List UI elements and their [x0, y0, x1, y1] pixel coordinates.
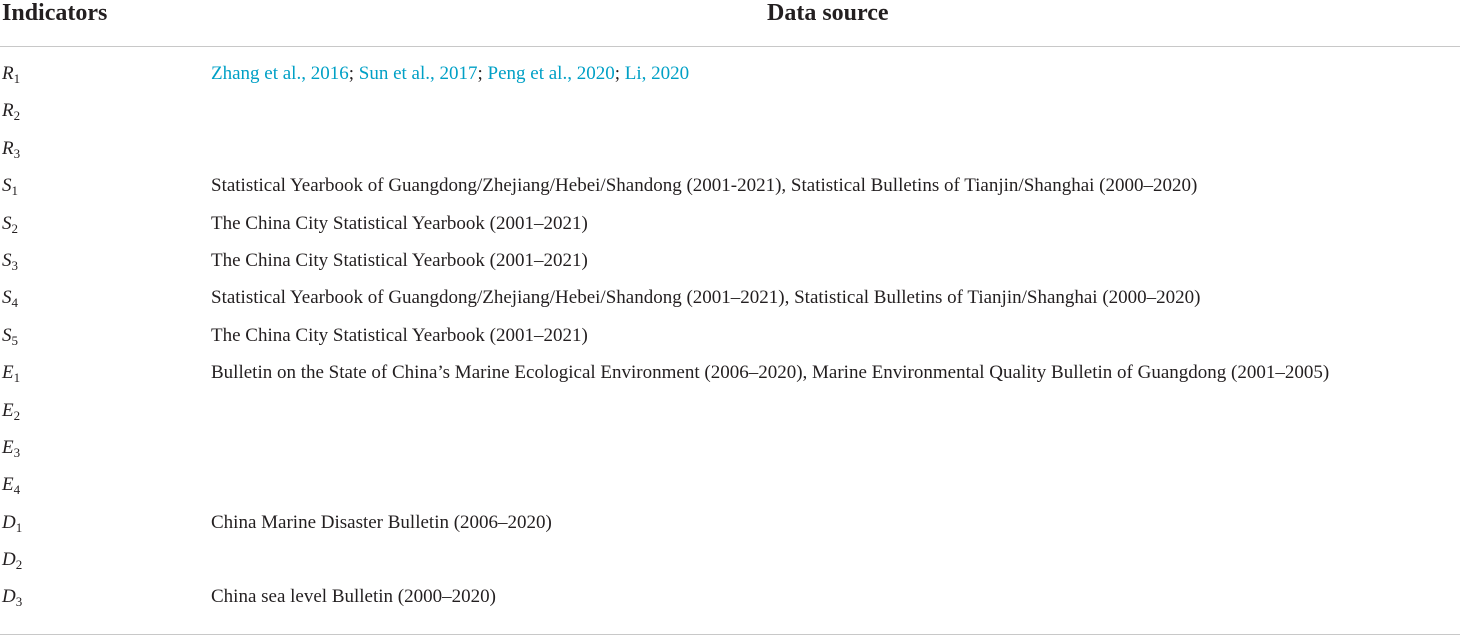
table-row: [0, 286, 1460, 323]
indicator-subscript: 2: [13, 407, 21, 423]
indicator-cell: [2, 137, 20, 161]
data-source-cell: [211, 511, 552, 535]
indicator-letter: S: [2, 212, 12, 234]
indicator-cell: [2, 548, 22, 572]
indicator-cell: [2, 585, 22, 609]
indicator-cell: [2, 286, 18, 310]
table-row: [0, 62, 1460, 99]
indicator-cell: [2, 324, 18, 348]
indicator-subscript: 3: [13, 444, 21, 460]
indicator-letter: R: [2, 63, 14, 84]
indicator-letter: D: [2, 511, 16, 533]
indicator-subscript: 2: [13, 108, 21, 124]
indicator-letter: S: [2, 324, 12, 346]
indicator-subscript: 3: [15, 594, 23, 610]
indicator-letter: E: [2, 362, 14, 384]
table-row: [0, 361, 1460, 398]
data-source-cell: [211, 324, 588, 348]
indicators-column-header: Indicators: [2, 0, 108, 26]
data-source-cell: [211, 249, 588, 273]
indicator-letter: E: [2, 399, 14, 421]
indicator-subscript: 3: [11, 257, 18, 273]
indicator-letter: E: [2, 474, 14, 496]
indicator-letter: R: [2, 100, 14, 122]
data-source-text: Bulletin on the State of China’s Marine Ecological Environment (2006–2020), Marine Environmental Quality Bulletin of Guangdong (2001–2005): [211, 362, 1330, 384]
data-source-text: The China City Statistical Yearbook (2001–2021): [211, 324, 588, 346]
data-source-cell: [211, 62, 689, 86]
data-source-cell: [211, 174, 1197, 198]
data-source-cell: [211, 286, 1201, 310]
indicator-subscript: 1: [15, 519, 23, 535]
reference-link[interactable]: Sun et al., 2017: [358, 63, 478, 84]
indicator-subscript: 4: [13, 482, 21, 498]
table-header: [0, 0, 1460, 47]
indicator-cell: [2, 511, 22, 535]
indicator-letter: E: [2, 436, 14, 458]
indicator-letter: S: [2, 175, 12, 197]
table-row: [0, 585, 1460, 622]
table-row: [0, 99, 1460, 136]
table-row: [0, 436, 1460, 473]
reference-link[interactable]: Li, 2020: [624, 63, 690, 84]
indicator-letter: D: [2, 549, 16, 571]
indicator-cell: [2, 436, 20, 460]
indicator-cell: [2, 174, 18, 198]
table-row: [0, 137, 1460, 174]
indicator-subscript: 2: [11, 220, 18, 236]
indicator-cell: [2, 62, 20, 86]
data-source-text: Statistical Yearbook of Guangdong/Zhejiang/Hebei/Shandong (2001–2021), Statistical Bulletins of Tianjin/Shanghai (2000–2020): [211, 287, 1201, 309]
indicator-subscript: 4: [11, 295, 18, 311]
data-source-column-header: Data source: [767, 0, 889, 26]
indicator-cell: [2, 399, 20, 423]
indicator-cell: [2, 473, 20, 497]
data-source-text: The China City Statistical Yearbook (2001–2021): [211, 249, 588, 271]
data-source-cell: [211, 361, 1329, 385]
indicator-subscript: 1: [11, 183, 18, 199]
reference-separator: ;: [348, 63, 359, 84]
reference-link[interactable]: Peng et al., 2020: [487, 63, 615, 84]
indicator-subscript: 3: [13, 145, 21, 161]
table-bottom-rule: [0, 634, 1460, 635]
data-source-cell: [211, 212, 588, 236]
indicator-subscript: 1: [13, 71, 21, 86]
indicator-cell: [2, 212, 18, 236]
table-row: [0, 399, 1460, 436]
data-source-text: China sea level Bulletin (2000–2020): [211, 586, 496, 608]
table-row: [0, 324, 1460, 361]
indicator-cell: [2, 361, 20, 385]
reference-link[interactable]: Zhang et al., 2016: [211, 63, 349, 84]
indicator-subscript: 5: [11, 332, 18, 348]
reference-separator: ;: [477, 63, 488, 84]
data-source-cell: [211, 585, 496, 609]
indicator-cell: [2, 99, 20, 123]
table-row: [0, 548, 1460, 585]
indicator-subscript: 2: [15, 557, 23, 573]
table-row: [0, 473, 1460, 510]
indicator-letter: S: [2, 287, 12, 309]
data-source-text: Statistical Yearbook of Guangdong/Zhejiang/Hebei/Shandong (2001-2021), Statistical Bulletins of Tianjin/Shanghai (2000–2020): [211, 175, 1198, 197]
indicator-letter: S: [2, 249, 12, 271]
indicator-cell: [2, 249, 18, 273]
indicator-letter: R: [2, 137, 14, 159]
data-source-text: China Marine Disaster Bulletin (2006–2020): [211, 511, 552, 533]
indicator-letter: D: [2, 586, 16, 608]
table-row: [0, 249, 1460, 286]
table-row: [0, 511, 1460, 548]
reference-separator: ;: [614, 63, 625, 84]
indicator-subscript: 1: [13, 370, 21, 386]
table-body: [0, 62, 1460, 623]
table-row: [0, 174, 1460, 211]
table-row: [0, 212, 1460, 249]
data-source-text: The China City Statistical Yearbook (2001–2021): [211, 212, 588, 234]
